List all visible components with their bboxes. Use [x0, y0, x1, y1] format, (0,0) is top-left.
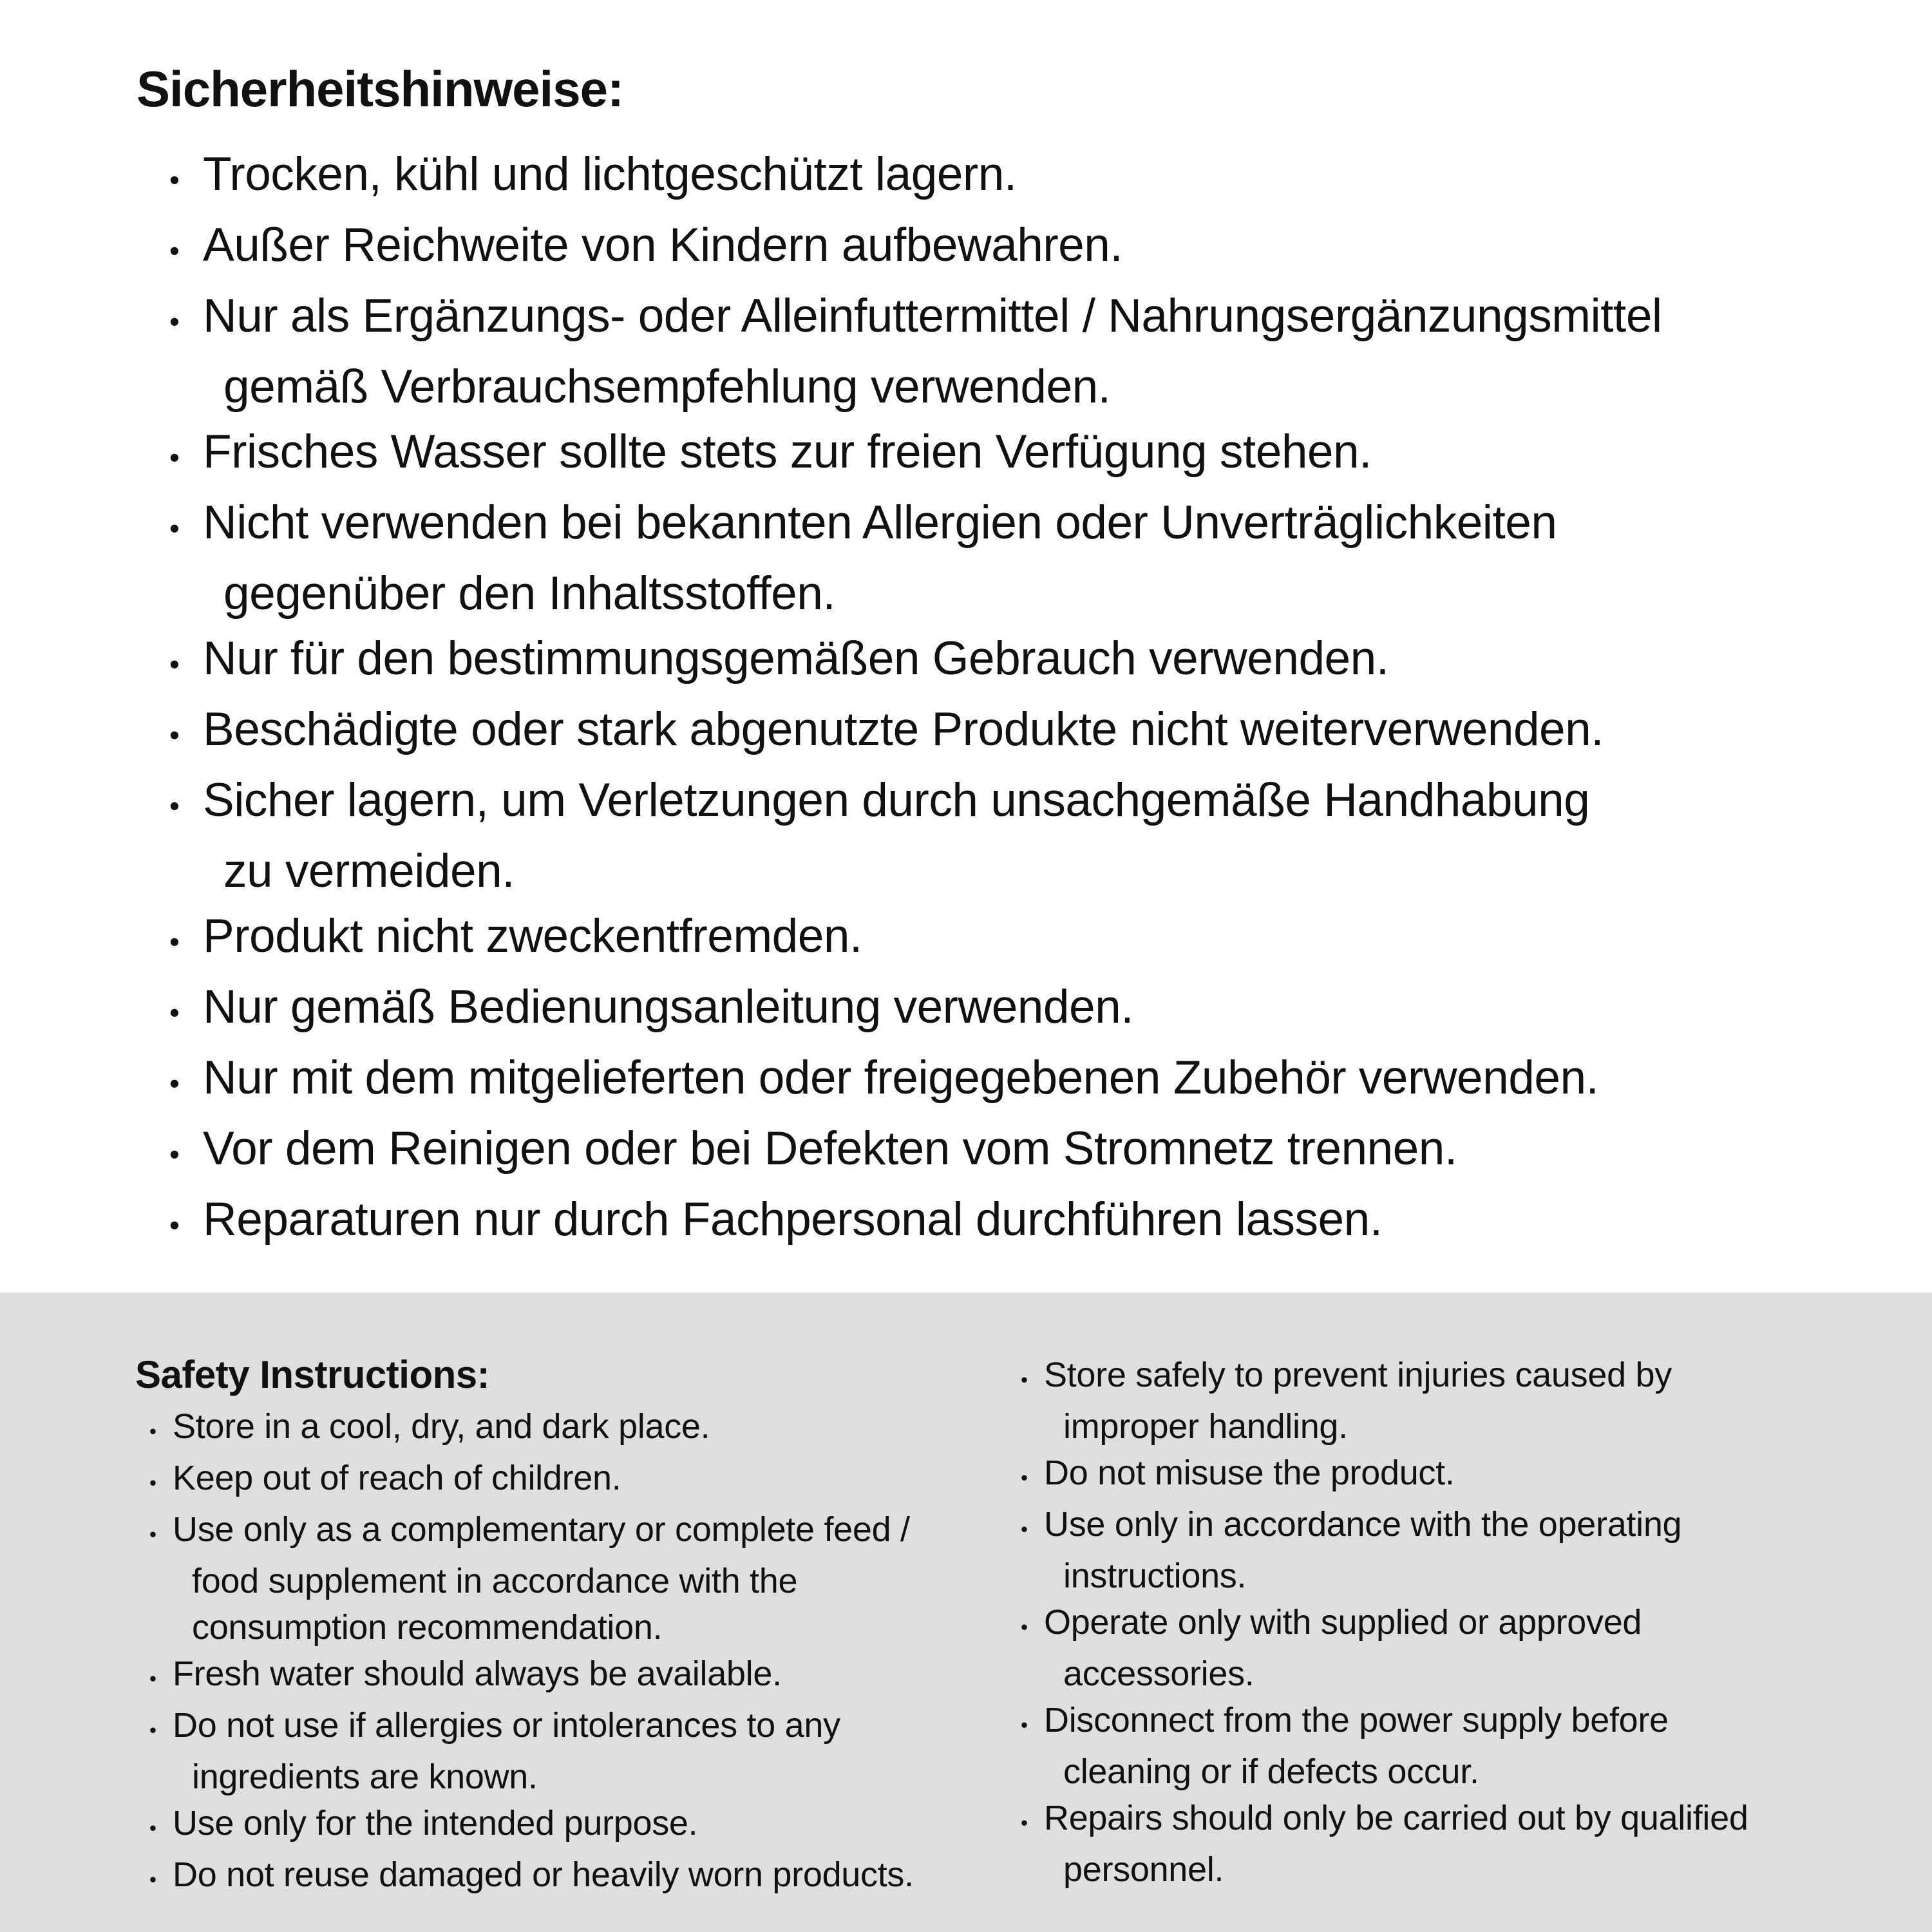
bullet-text: gemäß Verbrauchsempfehlung verwenden.: [223, 361, 1111, 413]
bullet-icon: •: [1021, 1466, 1028, 1489]
bullet-line: [149, 1852, 1007, 1903]
bullet-text: Nicht verwenden bei bekannten Allergien oder Unverträglichkeiten: [203, 497, 1557, 549]
bullet-text: instructions.: [1063, 1557, 1247, 1595]
bullet-line: [169, 904, 1932, 974]
bullet-text: ingredients are known.: [192, 1757, 538, 1796]
bullet-line: [149, 1651, 1007, 1702]
bullet-line: [192, 1604, 1007, 1651]
bullet-text: Vor dem Reinigen oder bei Defekten vom Stromnetz trennen.: [203, 1122, 1457, 1175]
bullet-text: Use only as a complementary or complete feed /: [173, 1510, 910, 1549]
english-bullet-list-left: [135, 1403, 1007, 1903]
bullet-text: Disconnect from the power supply before: [1044, 1701, 1669, 1739]
bullet-line: [223, 354, 1932, 419]
bullet-icon: •: [169, 1138, 180, 1171]
english-column-left: [135, 1352, 1007, 1932]
bullet-text: Repairs should only be carried out by qualified: [1044, 1799, 1748, 1837]
bullet-icon: •: [169, 234, 180, 267]
bullet-text: zu vermeiden.: [223, 845, 515, 897]
bullet-line: [169, 142, 1932, 213]
bullet-text: Nur mit dem mitgelieferten oder freigegebenen Zubehör verwenden.: [203, 1052, 1599, 1104]
bullet-text: Fresh water should always be available.: [173, 1654, 782, 1693]
bullet-line: [149, 1702, 1007, 1754]
bullet-text: food supplement in accordance with the: [192, 1562, 798, 1600]
bullet-line: [1063, 1651, 1893, 1697]
english-column-right: [1007, 1352, 1893, 1932]
bullet-icon: •: [169, 305, 180, 338]
bullet-text: Frisches Wasser sollte stets zur freien Verfügung stehen.: [203, 426, 1372, 478]
bullet-text: personnel.: [1063, 1850, 1224, 1889]
bullet-line: [1021, 1450, 1893, 1501]
english-safety-section: [0, 1293, 1932, 1932]
bullet-line: [169, 697, 1932, 768]
bullet-line: [223, 561, 1932, 626]
bullet-icon: •: [1021, 1518, 1028, 1540]
bullet-icon: •: [169, 512, 180, 545]
bullet-line: [169, 419, 1932, 490]
bullet-text: Produkt nicht zweckentfremden.: [203, 910, 862, 962]
bullet-icon: •: [149, 1420, 156, 1443]
bullet-text: cleaning or if defects occur.: [1063, 1752, 1479, 1791]
english-bullet-list-right: [1007, 1352, 1893, 1893]
bullet-text: Beschädigte oder stark abgenutzte Produkte nicht weiterverwenden.: [203, 703, 1604, 755]
bullet-line: [1021, 1352, 1893, 1403]
bullet-icon: •: [169, 925, 180, 958]
bullet-icon: •: [169, 1067, 180, 1100]
bullet-icon: •: [1021, 1812, 1028, 1834]
bullet-icon: •: [149, 1523, 156, 1546]
bullet-line: [1021, 1501, 1893, 1553]
bullet-line: [192, 1754, 1007, 1800]
bullet-line: [169, 283, 1932, 354]
bullet-icon: •: [169, 996, 180, 1029]
bullet-text: Reparaturen nur durch Fachpersonal durchführen lassen.: [203, 1193, 1383, 1245]
bullet-text: Nur gemäß Bedienungsanleitung verwenden.: [203, 981, 1133, 1033]
bullet-icon: •: [169, 790, 180, 822]
bullet-line: [1063, 1553, 1893, 1599]
german-bullet-list: [0, 142, 1932, 1258]
bullet-line: [169, 768, 1932, 838]
bullet-text: consumption recommendation.: [192, 1608, 663, 1647]
bullet-line: [169, 490, 1932, 561]
bullet-icon: •: [149, 1868, 156, 1891]
bullet-text: Keep out of reach of children.: [173, 1459, 621, 1497]
bullet-line: [149, 1800, 1007, 1852]
bullet-text: Store safely to prevent injuries caused by: [1044, 1356, 1672, 1394]
bullet-line: [1063, 1403, 1893, 1450]
bullet-line: [149, 1403, 1007, 1455]
bullet-text: Do not use if allergies or intolerances to any: [173, 1706, 840, 1745]
bullet-line: [1063, 1748, 1893, 1795]
bullet-icon: •: [149, 1817, 156, 1839]
bullet-icon: •: [169, 164, 180, 196]
bullet-line: [169, 974, 1932, 1045]
bullet-line: [1021, 1599, 1893, 1651]
bullet-text: Do not reuse damaged or heavily worn products.: [173, 1855, 914, 1894]
bullet-line: [169, 626, 1932, 697]
bullet-line: [149, 1506, 1007, 1558]
bullet-icon: •: [149, 1667, 156, 1690]
bullet-line: [1021, 1697, 1893, 1748]
bullet-icon: •: [1021, 1368, 1028, 1391]
bullet-text: Nur für den bestimmungsgemäßen Gebrauch verwenden.: [203, 632, 1389, 685]
bullet-line: [223, 838, 1932, 904]
bullet-icon: •: [149, 1472, 156, 1494]
bullet-icon: •: [169, 1209, 180, 1242]
bullet-icon: •: [1021, 1714, 1028, 1736]
bullet-icon: •: [149, 1719, 156, 1741]
bullet-text: Do not misuse the product.: [1044, 1454, 1455, 1492]
bullet-line: [169, 1187, 1932, 1258]
bullet-text: Operate only with supplied or approved: [1044, 1603, 1642, 1642]
bullet-text: Außer Reichweite von Kindern aufbewahren.: [203, 219, 1123, 271]
bullet-line: [192, 1558, 1007, 1604]
bullet-text: Use only in accordance with the operating: [1044, 1505, 1682, 1544]
english-heading: Safety Instructions:: [135, 1353, 490, 1396]
bullet-text: accessories.: [1063, 1654, 1255, 1693]
bullet-text: Use only for the intended purpose.: [173, 1804, 698, 1842]
bullet-line: [1021, 1795, 1893, 1846]
bullet-text: improper handling.: [1063, 1407, 1348, 1446]
bullet-icon: •: [169, 648, 180, 681]
bullet-line: [169, 1045, 1932, 1116]
bullet-text: Trocken, kühl und lichtgeschützt lagern.: [203, 148, 1017, 200]
german-heading: Sicherheitshinweise:: [137, 61, 623, 117]
bullet-text: Nur als Ergänzungs- oder Alleinfuttermittel / Nahrungsergänzungsmittel: [203, 290, 1662, 342]
bullet-text: Sicher lagern, um Verletzungen durch unsachgemäße Handhabung: [203, 774, 1590, 826]
bullet-icon: •: [169, 719, 180, 752]
bullet-icon: •: [1021, 1616, 1028, 1638]
bullet-line: [1063, 1846, 1893, 1893]
bullet-text: gegenüber den Inhaltsstoffen.: [223, 567, 836, 620]
bullet-line: [169, 1116, 1932, 1187]
bullet-line: [169, 213, 1932, 283]
bullet-text: Store in a cool, dry, and dark place.: [173, 1407, 710, 1446]
bullet-line: [149, 1455, 1007, 1506]
bullet-icon: •: [169, 441, 180, 474]
